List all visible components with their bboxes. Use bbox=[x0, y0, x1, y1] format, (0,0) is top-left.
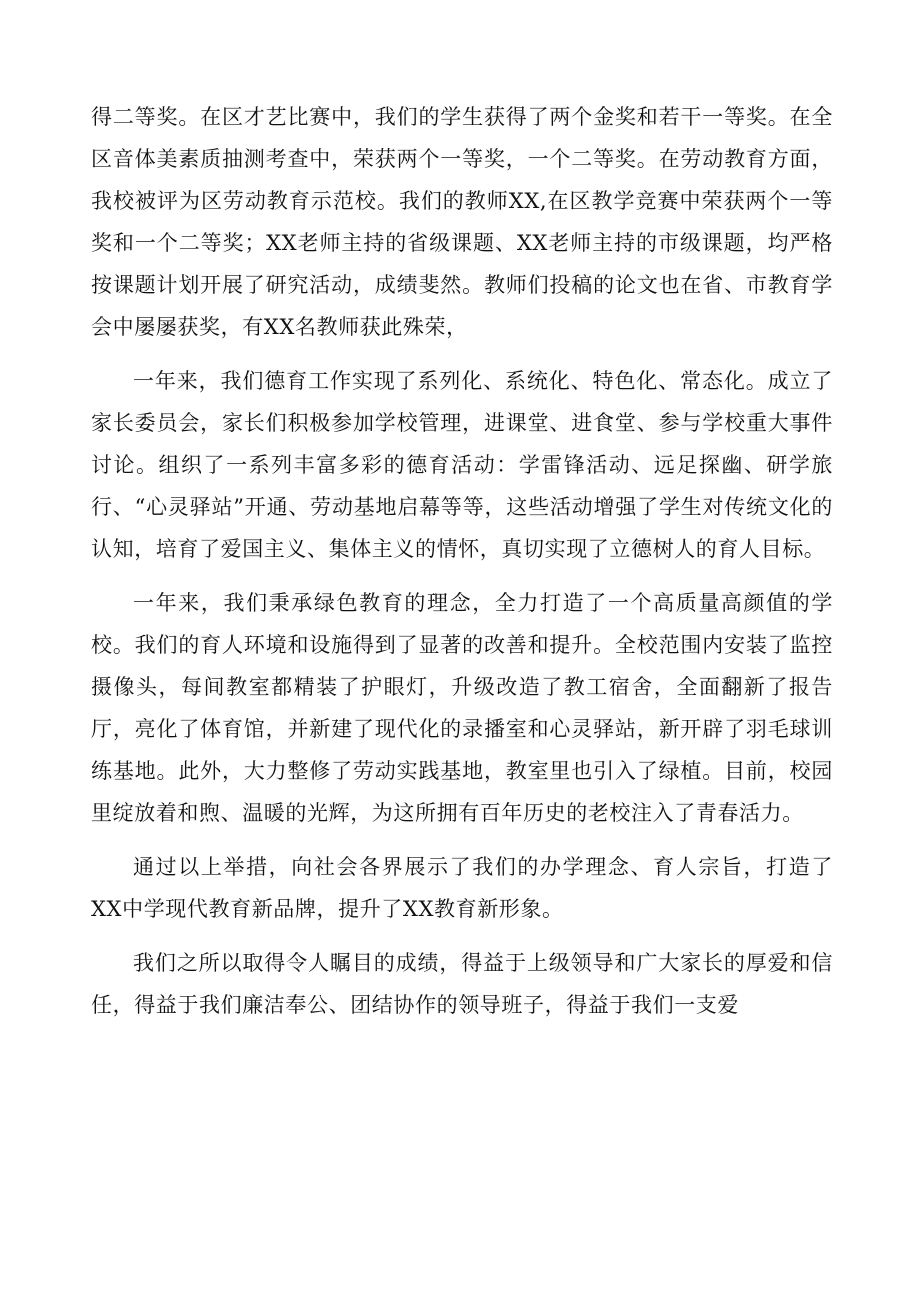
paragraph-moral-education: 一年来，我们德育工作实现了系列化、系统化、特色化、常态化。成立了家长委员会，家长们积极参加学校管理，进课堂、进食堂、参与学校重大事件讨论。组织了一系列丰富多彩的德育活动：学雷锋活动、远足探幽、研学旅行、“心灵驿站”开通、劳动基地启幕等等，这些活动增强了学生对传统文化的认知，培育了爱国主义、集体主义的情怀，真切实现了立德树人的育人目标。 bbox=[91, 369, 833, 561]
paragraph-green-campus: 一年来，我们秉承绿色教育的理念，全力打造了一个高质量高颜值的学校。我们的育人环境和设施得到了显著的改善和提升。全校范围内安装了监控摄像头，每间教室都精装了护眼灯，升级改造了教工宿舍，全面翻新了报告厅，亮化了体育馆，并新建了现代化的录播室和心灵驿站，新开辟了羽毛球训练基地。此外，大力整修了劳动实践基地，教室里也引入了绿植。目前，校园里绽放着和煦、温暖的光辉，为这所拥有百年历史的老校注入了青春活力。 bbox=[91, 591, 833, 825]
document-body bbox=[91, 96, 833, 1026]
paragraph-achievements: 得二等奖。在区才艺比赛中，我们的学生获得了两个金奖和若干一等奖。在全区音体美素质抽测考查中，荣获两个一等奖，一个二等奖。在劳动教育方面，我校被评为区劳动教育示范校。我们的教师XX,在区教学竞赛中荣获两个一等奖和一个二等奖；XX老师主持的省级课题、XX老师主持的市级课题，均严格按课题计划开展了研究活动，成绩斐然。教师们投稿的论文也在省、市教育学会中屡屡获奖，有XX名教师获此殊荣， bbox=[91, 105, 833, 339]
paragraph-gratitude: 我们之所以取得令人瞩目的成绩，得益于上级领导和广大家长的厚爱和信任，得益于我们廉洁奉公、团结协作的领导班子，得益于我们一支爱 bbox=[91, 951, 833, 1017]
paragraph-summary: 通过以上举措，向社会各界展示了我们的办学理念、育人宗旨，打造了XX中学现代教育新品牌，提升了XX教育新形象。 bbox=[91, 855, 833, 921]
